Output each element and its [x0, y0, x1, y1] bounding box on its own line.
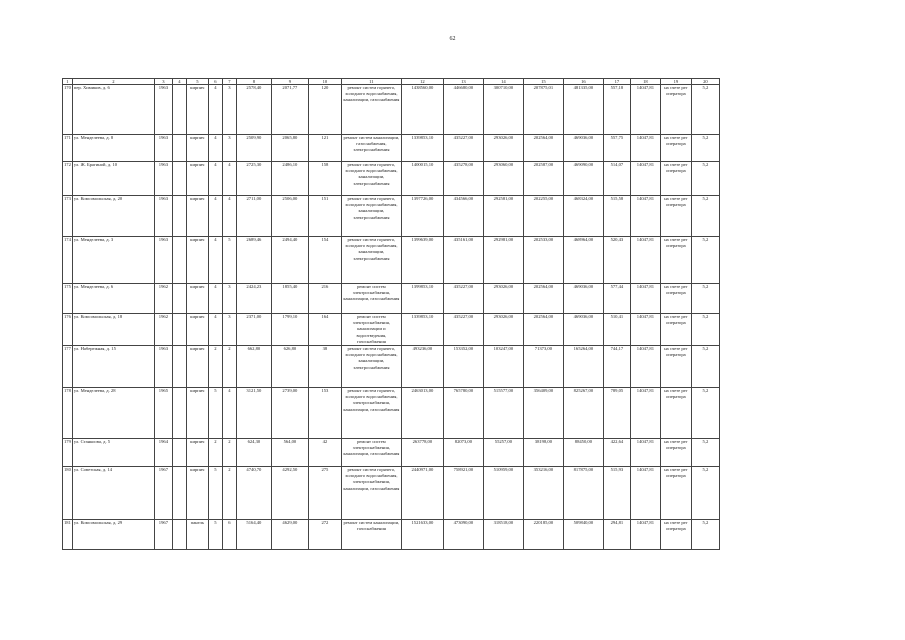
- cost-limit: 14047,81: [630, 284, 660, 314]
- floors: 4: [208, 237, 222, 284]
- area-total: 2689,46: [236, 237, 271, 284]
- column-number: 5: [186, 79, 208, 85]
- cost-part-a: 765780,00: [443, 388, 483, 439]
- term: 5,2: [691, 162, 719, 196]
- cost-part-a: 435161,00: [443, 237, 483, 284]
- table-row: [63, 467, 720, 520]
- cost-limit: 14047,81: [630, 196, 660, 237]
- area-total: 2578,40: [236, 85, 271, 135]
- fund-source: на счете рег оператора: [660, 135, 691, 162]
- floors: 5: [208, 467, 222, 520]
- empty-cell: [172, 346, 186, 388]
- year-built: 1963: [154, 85, 172, 135]
- area-total: 4740,70: [236, 467, 271, 520]
- fund-source: на счете рег оператора: [660, 388, 691, 439]
- cost-per-m2: 514,07: [603, 162, 630, 196]
- table-row: [63, 346, 720, 388]
- cost-part-d: 165264,00: [563, 346, 603, 388]
- cost-part-d: 817875,00: [563, 467, 603, 520]
- address: ул. Советская, д. 14: [72, 467, 154, 520]
- wall-material: кирпич: [186, 196, 208, 237]
- cost-per-m2: 422,64: [603, 439, 630, 467]
- area-living: 626,80: [271, 346, 308, 388]
- cost-part-a: 434566,00: [443, 196, 483, 237]
- floors: 5: [208, 388, 222, 439]
- cost-part-c: 202255,00: [523, 196, 563, 237]
- column-number: 9: [271, 79, 308, 85]
- wall-material: кирпич: [186, 439, 208, 467]
- cost-part-b: 292581,00: [483, 196, 523, 237]
- table-row: [63, 85, 720, 135]
- cost-part-c: 202564,00: [523, 135, 563, 162]
- address: пер. Химиков, д. 6: [72, 85, 154, 135]
- floors: 4: [208, 85, 222, 135]
- column-number: 4: [172, 79, 186, 85]
- empty-cell: [172, 439, 186, 467]
- cost-total: 1339853,10: [401, 135, 443, 162]
- cost-total: 493236,00: [401, 346, 443, 388]
- cost-part-d: 509840,00: [563, 520, 603, 550]
- cost-part-d: 469036,00: [563, 135, 603, 162]
- repair-works: ремонт систем горячего, холодного водоснабжения, канализации, электроснабжения: [341, 237, 401, 284]
- area-living: 2065,80: [271, 135, 308, 162]
- floors: 4: [208, 196, 222, 237]
- residents: 275: [308, 467, 341, 520]
- year-built: 1963: [154, 237, 172, 284]
- cost-total: 1397726,00: [401, 196, 443, 237]
- empty-cell: [172, 85, 186, 135]
- empty-cell: [172, 284, 186, 314]
- row-number: 176: [63, 314, 73, 346]
- year-built: 1963: [154, 196, 172, 237]
- cost-part-a: 435227,00: [443, 135, 483, 162]
- column-number: 20: [691, 79, 719, 85]
- residents: 216: [308, 284, 341, 314]
- area-total: 5164,40: [236, 520, 271, 550]
- address: ул. Комсомольская, д. 29: [72, 520, 154, 550]
- table-row: [63, 237, 720, 284]
- area-total: 2424,23: [236, 284, 271, 314]
- year-built: 1967: [154, 520, 172, 550]
- column-number: 19: [660, 79, 691, 85]
- address: ул. Станкоова, д. 5: [72, 439, 154, 467]
- row-number: 179: [63, 439, 73, 467]
- cost-part-a: 435278,00: [443, 162, 483, 196]
- empty-cell: [172, 388, 186, 439]
- area-living: 2506,00: [271, 196, 308, 237]
- column-number: 14: [483, 79, 523, 85]
- entrances: 6: [222, 520, 236, 550]
- cost-per-m2: 515,58: [603, 196, 630, 237]
- area-living: 4292,50: [271, 467, 308, 520]
- repair-works: ремонт систем канализации, газоснабжения: [341, 520, 401, 550]
- table-row: [63, 162, 720, 196]
- term: 5,2: [691, 284, 719, 314]
- column-number: 17: [603, 79, 630, 85]
- term: 5,2: [691, 196, 719, 237]
- cost-total: 1399639,00: [401, 237, 443, 284]
- wall-material: кирпич: [186, 314, 208, 346]
- residents: 154: [308, 237, 341, 284]
- wall-material: кирпич: [186, 346, 208, 388]
- empty-cell: [172, 467, 186, 520]
- repair-works: ремонт систем горячего, холодного водоснабжения, канализации, электроснабжения: [341, 346, 401, 388]
- entrances: 5: [222, 237, 236, 284]
- column-number: 18: [630, 79, 660, 85]
- address: ул. Комсомольская, д. 20: [72, 196, 154, 237]
- term: 5,2: [691, 314, 719, 346]
- residents: 121: [308, 135, 341, 162]
- entrances: 3: [222, 135, 236, 162]
- cost-part-b: 293026,00: [483, 314, 523, 346]
- table-row: [63, 388, 720, 439]
- empty-cell: [172, 135, 186, 162]
- row-number: 174: [63, 237, 73, 284]
- wall-material: кирпич: [186, 135, 208, 162]
- area-living: 564,00: [271, 439, 308, 467]
- column-number: 15: [523, 79, 563, 85]
- address: ул. Менделеева, д. 6: [72, 284, 154, 314]
- row-number: 172: [63, 162, 73, 196]
- cost-part-a: 82073,00: [443, 439, 483, 467]
- term: 5,2: [691, 520, 719, 550]
- floors: 2: [208, 346, 222, 388]
- area-total: 3121,50: [236, 388, 271, 439]
- row-number: 181: [63, 520, 73, 550]
- cost-limit: 14047,81: [630, 467, 660, 520]
- area-living: 4629,00: [271, 520, 308, 550]
- cost-part-d: 468324,00: [563, 196, 603, 237]
- term: 5,2: [691, 346, 719, 388]
- cost-part-b: 55257,00: [483, 439, 523, 467]
- residents: 158: [308, 162, 341, 196]
- cost-per-m2: 520,43: [603, 237, 630, 284]
- area-living: 1855,40: [271, 284, 308, 314]
- floors: 4: [208, 284, 222, 314]
- area-total: 2711,00: [236, 196, 271, 237]
- repair-works: ремонт систем электроснабжения, канализации, газоснабжения: [341, 284, 401, 314]
- term: 5,2: [691, 439, 719, 467]
- table-body: [63, 79, 720, 550]
- cost-part-b: 318518,00: [483, 520, 523, 550]
- cost-total: 1438560,00: [401, 85, 443, 135]
- cost-total: 2463013,00: [401, 388, 443, 439]
- fund-source: на счете рег оператора: [660, 284, 691, 314]
- page-number: 62: [449, 36, 456, 42]
- cost-limit: 14047,81: [630, 85, 660, 135]
- area-total: 624,30: [236, 439, 271, 467]
- wall-material: кирпич: [186, 162, 208, 196]
- cost-per-m2: 744,17: [603, 346, 630, 388]
- row-number: 178: [63, 388, 73, 439]
- repair-works: ремонт систем электроснабжения, канализации и водоотведения, газоснабжения: [341, 314, 401, 346]
- residents: 120: [308, 85, 341, 135]
- cost-total: 1399853,10: [401, 284, 443, 314]
- address: ул. Менделеева, д. 3: [72, 237, 154, 284]
- cost-per-m2: 515,93: [603, 467, 630, 520]
- repair-works: ремонт систем горячего, холодного водоснабжения, канализации, электроснабжения: [341, 196, 401, 237]
- column-number: 13: [443, 79, 483, 85]
- cost-per-m2: 294,81: [603, 520, 630, 550]
- cost-part-b: 515577,00: [483, 388, 523, 439]
- term: 5,2: [691, 237, 719, 284]
- wall-material: кирпич: [186, 85, 208, 135]
- cost-part-b: 293026,00: [483, 135, 523, 162]
- residents: 151: [308, 196, 341, 237]
- cost-part-d: 469090,00: [563, 162, 603, 196]
- cost-limit: 14047,81: [630, 162, 660, 196]
- cost-limit: 14047,81: [630, 237, 660, 284]
- floors: 4: [208, 135, 222, 162]
- empty-cell: [172, 314, 186, 346]
- cost-part-c: 356409,00: [523, 388, 563, 439]
- cost-part-d: 468964,00: [563, 237, 603, 284]
- fund-source: на счете рег оператора: [660, 85, 691, 135]
- area-living: 2071,77: [271, 85, 308, 135]
- cost-limit: 14047,81: [630, 314, 660, 346]
- entrances: 2: [222, 467, 236, 520]
- column-number: 7: [222, 79, 236, 85]
- column-number: 16: [563, 79, 603, 85]
- cost-limit: 14047,81: [630, 388, 660, 439]
- empty-cell: [172, 162, 186, 196]
- column-number: 1: [63, 79, 73, 85]
- residents: 153: [308, 388, 341, 439]
- year-built: 1962: [154, 314, 172, 346]
- floors: 2: [208, 439, 222, 467]
- repair-works: ремонт систем электроснабжения, канализации, газоснабжения: [341, 439, 401, 467]
- cost-limit: 14047,81: [630, 439, 660, 467]
- address: ул. Комсомольская, д. 18: [72, 314, 154, 346]
- cost-limit: 14047,81: [630, 520, 660, 550]
- cost-part-c: 207875,01: [523, 85, 563, 135]
- cost-part-b: 293060,00: [483, 162, 523, 196]
- address: ул. Набережная, д. 15: [72, 346, 154, 388]
- cost-limit: 14047,81: [630, 135, 660, 162]
- row-number: 170: [63, 85, 73, 135]
- floors: 5: [208, 520, 222, 550]
- wall-material: панель: [186, 520, 208, 550]
- column-number: 11: [341, 79, 401, 85]
- column-number: 12: [401, 79, 443, 85]
- year-built: 1967: [154, 467, 172, 520]
- column-number: 8: [236, 79, 271, 85]
- entrances: 3: [222, 85, 236, 135]
- cost-total: 1521633,00: [401, 520, 443, 550]
- row-number: 171: [63, 135, 73, 162]
- column-number: 2: [72, 79, 154, 85]
- table-row: [63, 520, 720, 550]
- cost-part-a: 435227,00: [443, 314, 483, 346]
- wall-material: кирпич: [186, 284, 208, 314]
- cost-part-b: 103247,00: [483, 346, 523, 388]
- fund-source: на счете рег оператора: [660, 237, 691, 284]
- cost-part-c: 353216,00: [523, 467, 563, 520]
- cost-part-b: 292981,00: [483, 237, 523, 284]
- cost-part-d: 88450,00: [563, 439, 603, 467]
- cost-total: 1400015,10: [401, 162, 443, 196]
- floors: 4: [208, 314, 222, 346]
- entrances: 4: [222, 162, 236, 196]
- address: ул. Менделеева, д. 8: [72, 135, 154, 162]
- column-number: 3: [154, 79, 172, 85]
- cost-part-a: 446680,00: [443, 85, 483, 135]
- empty-cell: [172, 196, 186, 237]
- cost-per-m2: 577,44: [603, 284, 630, 314]
- row-number: 180: [63, 467, 73, 520]
- row-number: 177: [63, 346, 73, 388]
- repair-table: [62, 78, 720, 550]
- empty-cell: [172, 520, 186, 550]
- cost-part-a: 435227,00: [443, 284, 483, 314]
- fund-source: на счете рег оператора: [660, 520, 691, 550]
- fund-source: на счете рег оператора: [660, 439, 691, 467]
- area-living: 2494,40: [271, 237, 308, 284]
- area-living: 1799,10: [271, 314, 308, 346]
- column-number: 6: [208, 79, 222, 85]
- cost-part-d: 481335,00: [563, 85, 603, 135]
- wall-material: кирпич: [186, 237, 208, 284]
- year-built: 1963: [154, 135, 172, 162]
- cost-part-d: 825267,00: [563, 388, 603, 439]
- empty-cell: [172, 237, 186, 284]
- area-total: 662,80: [236, 346, 271, 388]
- cost-part-d: 469036,00: [563, 284, 603, 314]
- year-built: 1962: [154, 284, 172, 314]
- year-built: 1965: [154, 388, 172, 439]
- column-number: 10: [308, 79, 341, 85]
- residents: 38: [308, 346, 341, 388]
- fund-source: на счете рег оператора: [660, 346, 691, 388]
- area-living: 2486,10: [271, 162, 308, 196]
- cost-per-m2: 557,18: [603, 85, 630, 135]
- cost-part-c: 220185,00: [523, 520, 563, 550]
- wall-material: кирпич: [186, 467, 208, 520]
- area-total: 2725,30: [236, 162, 271, 196]
- entrances: 3: [222, 284, 236, 314]
- cost-part-b: 510959,00: [483, 467, 523, 520]
- cost-part-d: 469036,00: [563, 314, 603, 346]
- cost-total: 2440971,00: [401, 467, 443, 520]
- cost-part-c: 202564,00: [523, 314, 563, 346]
- entrances: 4: [222, 196, 236, 237]
- repair-works: ремонт систем горячего, холодного водоснабжения, канализации, электроснабжения: [341, 162, 401, 196]
- year-built: 1963: [154, 346, 172, 388]
- entrances: 4: [222, 388, 236, 439]
- table-row: [63, 439, 720, 467]
- repair-works: ремонт систем горячего, холодного водоснабжения, канализации, газоснабжения: [341, 85, 401, 135]
- cost-total: 1339853,10: [401, 314, 443, 346]
- cost-per-m2: 789,05: [603, 388, 630, 439]
- floors: 4: [208, 162, 222, 196]
- term: 5,2: [691, 467, 719, 520]
- term: 5,2: [691, 135, 719, 162]
- fund-source: на счете рег оператора: [660, 467, 691, 520]
- area-living: 2739,00: [271, 388, 308, 439]
- cost-part-c: 202587,00: [523, 162, 563, 196]
- table-row: [63, 196, 720, 237]
- fund-source: на счете рег оператора: [660, 314, 691, 346]
- term: 5,2: [691, 388, 719, 439]
- residents: 42: [308, 439, 341, 467]
- cost-total: 263778,00: [401, 439, 443, 467]
- repair-works: ремонт систем горячего, холодного водоснабжения, электроснабжения, канализации, газоснабжения: [341, 467, 401, 520]
- address: ул. Ж. Брагиной, д. 10: [72, 162, 154, 196]
- fund-source: на счете рег оператора: [660, 196, 691, 237]
- cost-per-m2: 557,75: [603, 135, 630, 162]
- area-total: 2509,90: [236, 135, 271, 162]
- cost-part-a: 758921,00: [443, 467, 483, 520]
- fund-source: на счете рег оператора: [660, 162, 691, 196]
- entrances: 2: [222, 439, 236, 467]
- area-total: 2371,00: [236, 314, 271, 346]
- term: 5,2: [691, 85, 719, 135]
- table-row: [63, 135, 720, 162]
- cost-limit: 14047,81: [630, 346, 660, 388]
- year-built: 1963: [154, 162, 172, 196]
- row-number: 173: [63, 196, 73, 237]
- cost-part-c: 202533,00: [523, 237, 563, 284]
- cost-part-c: 71373,00: [523, 346, 563, 388]
- table-row: [63, 284, 720, 314]
- cost-part-c: 38198,00: [523, 439, 563, 467]
- cost-part-a: 473090,00: [443, 520, 483, 550]
- cost-part-c: 202564,00: [523, 284, 563, 314]
- entrances: 2: [222, 346, 236, 388]
- table-row: [63, 314, 720, 346]
- cost-per-m2: 510,41: [603, 314, 630, 346]
- cost-part-b: 300710,00: [483, 85, 523, 135]
- cost-part-b: 293026,00: [483, 284, 523, 314]
- address: ул. Менделеева, д. 28: [72, 388, 154, 439]
- row-number: 175: [63, 284, 73, 314]
- year-built: 1964: [154, 439, 172, 467]
- residents: 164: [308, 314, 341, 346]
- wall-material: кирпич: [186, 388, 208, 439]
- residents: 272: [308, 520, 341, 550]
- repair-works: ремонт систем канализации, газоснабжения, электроснабжения: [341, 135, 401, 162]
- repair-works: ремонт систем горячего, холодного водоснабжения, электроснабжения, канализации, газоснабжения: [341, 388, 401, 439]
- cost-part-a: 153352,00: [443, 346, 483, 388]
- entrances: 3: [222, 314, 236, 346]
